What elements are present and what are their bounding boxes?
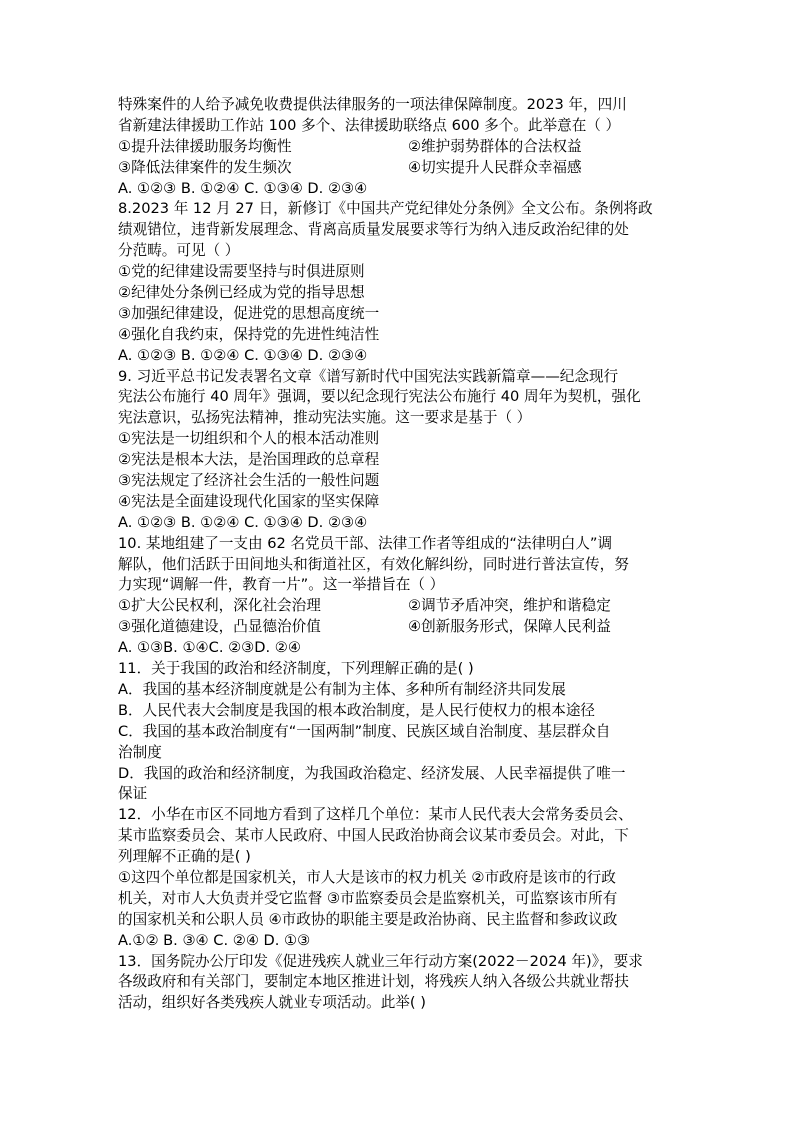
text-line: 宪法公布施行 40 周年》强调，要以纪念现行宪法公布施行 40 周年为契机，强化 bbox=[118, 388, 641, 406]
question-text bbox=[118, 95, 688, 1014]
text-line: 特殊案件的人给予减免收费提供法律服务的一项法律保障制度。2023 年，四川 bbox=[118, 96, 627, 113]
option-item: ④创新服务形式，保障人民利益 bbox=[408, 618, 611, 636]
option-item: ①宪法是一切组织和个人的根本活动准则 bbox=[118, 430, 380, 448]
option-item: B．人民代表大会制度是我国的根本政治制度，是人民行使权力的根本途径 bbox=[118, 701, 596, 719]
option-item: ①党的纪律建设需要坚持与时俱进原则 bbox=[118, 263, 365, 281]
answer-choices: A. ①②③ B. ①②④ C. ①③④ D. ②③④ bbox=[118, 179, 368, 197]
answer-choices: A. ①②③ B. ①②④ C. ①③④ D. ②③④ bbox=[118, 513, 368, 531]
option-item: ①提升法律援助服务均衡性 bbox=[118, 137, 292, 155]
text-line: 治制度 bbox=[118, 743, 162, 761]
question-stem: 11．关于我国的政治和经济制度，下列理解正确的是( ) bbox=[118, 660, 474, 678]
text-line: 列理解不正确的是( ) bbox=[118, 848, 251, 866]
text-line: 保证 bbox=[118, 785, 148, 803]
option-item: ③加强纪律建设，促进党的思想高度统一 bbox=[118, 304, 380, 322]
option-item: ③宪法规定了经济社会生活的一般性问题 bbox=[118, 472, 380, 490]
option-item: ④强化自我约束，保持党的先进性纯洁性 bbox=[118, 325, 380, 343]
option-item: ①扩大公民权利，深化社会治理 bbox=[118, 597, 321, 615]
answer-choices: A.①② B. ③④ C. ②④ D. ①③ bbox=[118, 931, 311, 949]
option-item: D．我国的政治和经济制度，为我国政治稳定、经济发展、人民幸福提供了唯一 bbox=[118, 764, 626, 782]
text-line: 力实现“调解一件，教育一片”。这一举措旨在（ ） bbox=[118, 576, 445, 594]
text-line: 各级政府和有关部门，要制定本地区推进计划，将残疾人纳入各级公共就业帮扶 bbox=[118, 973, 629, 991]
text-line: 省新建法律援助工作站 100 多个、法律援助联络点 600 多个。此举意在（ ） bbox=[118, 116, 621, 134]
option-item: ②纪律处分条例已经成为党的指导思想 bbox=[118, 284, 365, 302]
answer-choices: A. ①③B. ①④C. ②③D. ②④ bbox=[118, 639, 301, 657]
option-item: ③强化道德建设，凸显德治价值 bbox=[118, 618, 321, 636]
option-row bbox=[118, 596, 688, 617]
text-line: ①这四个单位都是国家机关，市人大是该市的权力机关 ②市政府是该市的行政 bbox=[118, 868, 616, 886]
question-stem: 12．小华在市区不同地方看到了这样几个单位：某市人民代表大会常务委员会、 bbox=[118, 806, 633, 824]
option-row bbox=[118, 617, 688, 638]
text-line: 解队，他们活跃于田间地头和街道社区，有效化解纠纷，同时进行普法宣传，努 bbox=[118, 555, 629, 573]
text-line: 某市监察委员会、某市人民政府、中国人民政治协商会议某市委员会。对此，下 bbox=[118, 827, 629, 845]
question-stem: 10. 某地组建了一支由 62 名党员干部、法律工作者等组成的“法律明白人”调 bbox=[118, 534, 613, 552]
option-row bbox=[118, 158, 688, 179]
option-item: C．我国的基本政治制度有“一国两制”制度、民族区域自治制度、基层群众自 bbox=[118, 722, 611, 740]
question-stem: 9. 习近平总书记发表署名文章《谱写新时代中国宪法实践新篇章——纪念现行 bbox=[118, 367, 619, 385]
text-line: 的国家机关和公职人员 ④市政协的职能主要是政治协商、民主监督和参政议政 bbox=[118, 910, 618, 928]
option-item: ④宪法是全面建设现代化国家的坚实保障 bbox=[118, 492, 380, 510]
option-item: ②宪法是根本大法，是治国理政的总章程 bbox=[118, 451, 380, 469]
option-item: ②调节矛盾冲突，维护和谐稳定 bbox=[408, 597, 611, 615]
text-line: 机关，对市人大负责并受它监督 ③市监察委员会是监察机关，可监察该市所有 bbox=[118, 889, 618, 907]
option-item: A．我国的基本经济制度就是公有制为主体、多种所有制经济共同发展 bbox=[118, 680, 566, 698]
option-item: ④切实提升人民群众幸福感 bbox=[408, 158, 582, 176]
option-row bbox=[118, 137, 688, 158]
question-stem: 8.2023 年 12 月 27 日，新修订《中国共产党纪律处分条例》全文公布。条例将政 bbox=[118, 200, 653, 218]
text-line: 绩观错位，违背新发展理念、背离高质量发展要求等行为纳入违反政治纪律的处 bbox=[118, 221, 629, 239]
question-stem: 13．国务院办公厅印发《促进残疾人就业三年行动方案(2022－2024 年)》，要求 bbox=[118, 952, 643, 970]
option-item: ③降低法律案件的发生频次 bbox=[118, 158, 292, 176]
text-line: 分范畴。可见（ ） bbox=[118, 242, 240, 260]
text-line: 活动，组织好各类残疾人就业专项活动。此举( ) bbox=[118, 994, 426, 1012]
answer-choices: A. ①②③ B. ①②④ C. ①③④ D. ②③④ bbox=[118, 346, 368, 364]
option-item: ②维护弱势群体的合法权益 bbox=[408, 137, 582, 155]
text-line: 宪法意识，弘扬宪法精神，推动宪法实施。这一要求是基于（ ） bbox=[118, 409, 532, 427]
